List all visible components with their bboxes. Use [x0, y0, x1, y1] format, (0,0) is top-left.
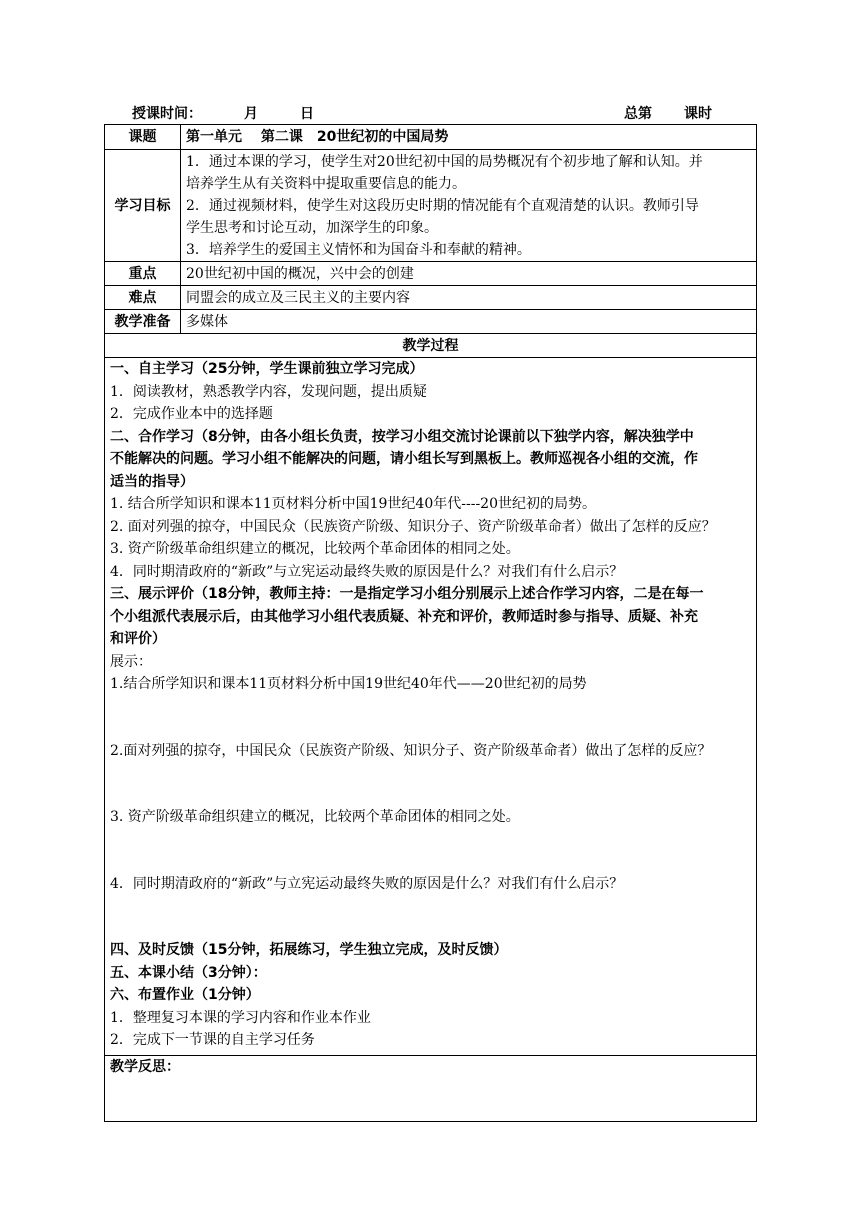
- goals-label: 学习目标: [105, 150, 181, 262]
- goal-line: 3．培养学生的爱国主义情怀和为国奋斗和奉献的精神。: [186, 241, 531, 258]
- section-5-title: 五、本课小结（3分钟）：: [110, 964, 267, 981]
- section-2-item: 3. 资产阶级革命组织建立的概况，比较两个革命团体的相同之处。: [110, 541, 520, 557]
- answer-space: [110, 829, 751, 873]
- topic-value: 第一单元 第二课 20世纪初的中国局势: [181, 125, 757, 150]
- section-1-item: 1．阅读教材，熟悉教学内容，发现问题，提出质疑: [110, 383, 427, 400]
- goal-line: 培养学生从有关资料中提取重要信息的能力。: [186, 175, 466, 192]
- process-title-row: [105, 334, 757, 358]
- prep-value: 多媒体: [181, 310, 757, 334]
- topic-row: [105, 125, 757, 150]
- section-2-item: 4．同时期清政府的“新政”与立宪运动最终失败的原因是什么？对我们有什么启示？: [110, 563, 624, 580]
- goal-line: 学生思考和讨论互动，加深学生的印象。: [186, 219, 438, 236]
- prep-label: 教学准备: [105, 310, 181, 334]
- section-3-item: 3. 资产阶级革命组织建立的概况，比较两个革命团体的相同之处。: [110, 809, 520, 825]
- section-3-item: 1.结合所学知识和课本11页材料分析中国19世纪40年代——20世纪初的局势: [110, 676, 587, 692]
- period-label: 课时: [684, 106, 712, 122]
- goals-cell: [181, 150, 757, 262]
- day-label: 日: [300, 106, 314, 122]
- lesson-header: [104, 104, 756, 124]
- reflection-label: 教学反思：: [105, 1056, 757, 1122]
- section-2-item: 1. 结合所学知识和课本11页材料分析中国19世纪40年代----20世纪初的局势。: [110, 496, 596, 512]
- section-2-title-line: 二、合作学习（8分钟，由各小组长负责，按学习小组交流讨论课前以下独学内容，解决独学中: [110, 428, 694, 445]
- process-cell: [105, 358, 757, 1056]
- section-3-title-line: 三、展示评价（18分钟，教师主持：一是指定学习小组分别展示上述合作学习内容，二是在每一: [110, 586, 704, 602]
- section-3-item: 4．同时期清政府的“新政”与立宪运动最终失败的原因是什么？对我们有什么启示？: [110, 875, 624, 892]
- section-1-title: 一、自主学习（25分钟，学生课前独立学习完成）: [110, 361, 424, 377]
- section-6-item: 2．完成下一节课的自主学习任务: [110, 1032, 315, 1048]
- section-2-item: 2. 面对列强的掠夺，中国民众（民族资产阶级、知识分子、资产阶级革命者）做出了怎样的反应？: [110, 518, 716, 535]
- class-time-label: 授课时间：: [132, 106, 202, 122]
- goal-line: 1．通过本课的学习，使学生对20世纪初中国的局势概况有个初步地了解和认知。并: [186, 153, 703, 170]
- section-3-item: 2.面对列强的掠夺，中国民众（民族资产阶级、知识分子、资产阶级革命者）做出了怎样的反应？: [110, 742, 712, 759]
- key-value: 20世纪初中国的概况，兴中会的创建: [181, 262, 757, 286]
- goal-line: 2．通过视频材料，使学生对这段历史时期的情况能有个直观清楚的认识。教师引导: [186, 197, 699, 214]
- section-3-intro: 展示：: [110, 653, 152, 670]
- month-label: 月: [244, 106, 258, 122]
- section-6-item: 1．整理复习本课的学习内容和作业本作业: [110, 1009, 371, 1026]
- section-6-title: 六、布置作业（1分钟）: [110, 987, 260, 1003]
- section-2-title-line: 不能解决的问题。学习小组不能解决的问题，请小组长写到黑板上。教师巡视各小组的交流，作: [110, 451, 698, 467]
- process-row: [105, 358, 757, 1056]
- key-label: 重点: [105, 262, 181, 286]
- process-title: 教学过程: [105, 334, 757, 358]
- difficult-value: 同盟会的成立及三民主义的主要内容: [181, 286, 757, 310]
- difficult-row: [105, 286, 757, 310]
- reflection-row: [105, 1056, 757, 1122]
- section-3-title-line: 个小组派代表展示后，由其他学习小组代表质疑、补充和评价，教师适时参与指导、质疑、补充: [110, 608, 698, 625]
- answer-space: [110, 762, 751, 806]
- topic-label: 课题: [105, 125, 181, 150]
- goals-row: [105, 150, 757, 262]
- prep-row: [105, 310, 757, 334]
- total-label: 总第: [624, 106, 652, 122]
- answer-space: [110, 696, 751, 740]
- lesson-plan-table: [104, 124, 757, 1122]
- answer-space: [110, 895, 751, 939]
- key-row: [105, 262, 757, 286]
- section-1-item: 2．完成作业本中的选择题: [110, 406, 273, 422]
- difficult-label: 难点: [105, 286, 181, 310]
- section-4-title: 四、及时反馈（15分钟，拓展练习，学生独立完成，及时反馈）: [110, 942, 508, 958]
- section-2-title-line: 适当的指导）: [110, 473, 194, 490]
- section-3-title-line: 和评价）: [110, 631, 166, 647]
